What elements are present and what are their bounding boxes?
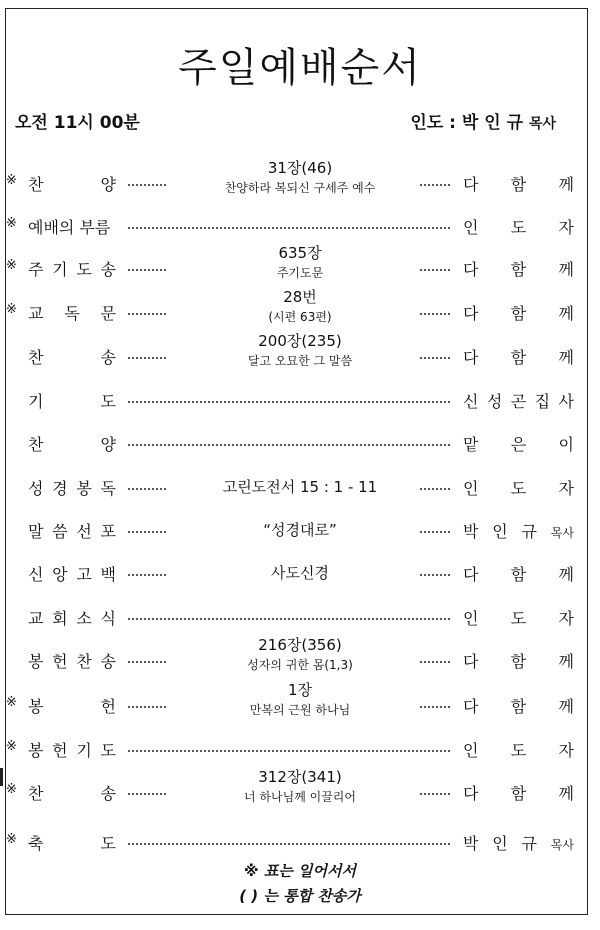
leader-dots [128,661,166,663]
label-char: 주 [28,260,44,279]
hymn-title: 주기도문 [276,266,324,280]
hymn-title: 너 하나님께 이끌리어 [244,790,356,804]
order-item-participant [463,215,574,238]
leader-dots [128,401,450,403]
leader-dots [128,357,166,359]
label-char: 봉 [28,697,44,716]
leader-dots [128,184,166,186]
order-item-label [28,172,116,195]
leader-dots [128,793,166,795]
detail-text: “성경대로” [263,521,337,539]
label-char: 앙 [52,565,68,584]
label-char: 헌 [100,697,116,716]
order-item-participant [463,345,574,368]
label-char: 송 [100,784,116,803]
footer-note-hymnal: ( ) 는 통합 찬송가 [239,887,361,905]
participant-char: 다 [463,565,479,584]
participant-char: 다 [463,652,479,671]
standing-mark: ※ [6,216,17,231]
hymn-number: 1장 [287,681,313,699]
participant-char: 함 [510,652,527,671]
order-item-detail [180,519,420,540]
standing-mark: ※ [6,302,17,317]
label-char: 기 [52,260,68,279]
label-char: 독 [100,479,116,498]
participant-title: 목사 [550,838,574,852]
order-item-label [28,476,116,499]
order-item-detail [180,242,420,281]
participant-char: 다 [463,260,479,279]
label-char: 기 [76,741,92,760]
participant-char: 도 [510,479,527,498]
order-item-participant [463,781,574,804]
participant-char: 께 [558,348,574,367]
order-item-label [28,519,116,542]
standing-mark: ※ [6,173,17,188]
participant-char: 다 [463,304,479,323]
participant-char: 규 [521,522,537,541]
participant-title: 목사 [550,526,574,540]
label-char: 축 [28,834,44,853]
order-item-participant [463,694,574,717]
leader-dots [128,269,166,271]
participant-char: 다 [463,348,479,367]
participant-char: 인 [463,609,479,628]
leader-dots [128,444,450,446]
label-char: 씀 [52,522,68,541]
label-char: 독 [64,304,80,323]
participant-char: 인 [492,522,508,541]
order-item-label [28,345,116,368]
order-item-label [28,781,116,804]
participant-char: 께 [558,565,574,584]
label-char: 예배의 부름 [28,218,111,237]
leader-dots [128,750,450,752]
label-char: 송 [100,260,116,279]
leader-dots [128,618,450,620]
participant-char: 은 [510,435,527,454]
order-item-participant [463,432,574,455]
order-item-detail [180,679,420,718]
standing-mark: ※ [6,695,17,710]
order-item-participant [463,606,574,629]
label-char: 경 [52,479,68,498]
standing-mark: ※ [6,258,17,273]
label-char: 봉 [28,652,44,671]
leader-dots [420,661,450,663]
label-char: 백 [100,565,116,584]
label-char: 교 [28,304,44,323]
order-item-label [28,738,116,761]
label-char: 식 [100,609,116,628]
participant-char: 께 [558,697,574,716]
label-char: 송 [100,348,116,367]
label-char: 찬 [28,348,44,367]
order-item-detail [180,634,420,673]
participant-char: 함 [510,304,527,323]
label-char: 송 [100,652,116,671]
order-item-label [28,301,116,324]
label-char: 고 [76,565,92,584]
participant-char: 께 [558,784,574,803]
hymn-number: 31장(46) [267,159,333,177]
participant-char: 함 [510,784,527,803]
label-char: 교 [28,609,44,628]
participant-char: 인 [463,741,479,760]
hymn-number: 28번 [283,288,317,306]
order-item-participant [463,476,574,499]
page-title: 주일예배순서 [178,45,422,91]
label-char: 도 [76,260,92,279]
label-char: 성 [28,479,44,498]
leader-dots [420,574,450,576]
label-char: 도 [100,741,116,760]
order-item-detail [180,476,420,497]
participant-char: 께 [558,304,574,323]
participant-char: 함 [510,697,527,716]
order-item-label [28,215,116,238]
hymn-number: 200장(235) [258,332,342,350]
participant-char: 인 [463,218,479,237]
participant-char: 다 [463,175,479,194]
participant-char: 이 [558,435,574,454]
participant-char: 곤 [510,392,527,411]
order-item-participant [463,562,574,585]
order-item-participant [463,649,574,672]
label-char: 헌 [52,652,68,671]
leader-dots [128,531,166,533]
hymn-title: 달고 오묘한 그 말씀 [247,354,353,368]
leader-dots [420,488,450,490]
order-item-participant [463,389,574,412]
service-leader [410,108,556,133]
label-char: 포 [100,522,116,541]
leader-dots [128,574,166,576]
leader-dots [420,269,450,271]
participant-char: 다 [463,697,479,716]
hymn-title: 만복의 근원 하나님 [249,703,351,717]
order-item-participant [463,738,574,761]
leader-dots [420,793,450,795]
hymn-number: 635장 [278,244,322,262]
order-item-label [28,562,116,585]
order-item-label [28,694,116,717]
leader-dots [128,488,166,490]
order-item-label [28,831,116,854]
participant-char: 신 [463,392,479,411]
label-char: 신 [28,565,44,584]
label-char: 선 [76,522,92,541]
detail-text: 고린도전서 15 : 1 - 11 [222,478,378,496]
order-item-participant [463,257,574,280]
leader-dots [420,531,450,533]
order-item-detail [180,562,420,583]
label-char: 양 [100,435,116,454]
label-char: 찬 [28,175,44,194]
order-item-detail [180,330,420,369]
participant-char: 께 [558,175,574,194]
participant-char: 함 [510,260,527,279]
participant-char: 도 [510,741,527,760]
label-char: 회 [52,609,68,628]
participant-char: 도 [510,609,527,628]
label-char: 말 [28,522,44,541]
edge-mark [0,768,3,786]
order-item-label [28,432,116,455]
participant-char: 자 [558,479,574,498]
leader-dots [128,843,450,845]
order-item-participant [463,519,574,542]
participant-char: 함 [510,175,527,194]
participant-char: 박 [463,834,479,853]
participant-char: 사 [558,392,574,411]
participant-char: 집 [534,392,551,411]
participant-char: 자 [558,609,574,628]
label-char: 기 [28,392,44,411]
leader-dots [420,184,450,186]
hymn-title: (시편 63편) [268,310,332,324]
participant-char: 맡 [463,435,479,454]
hymn-title: 찬양하라 복되신 구세주 예수 [224,181,376,195]
label-char: 문 [100,304,116,323]
footer-note-standing: ※ 표는 일어서서 [244,862,356,880]
participant-char: 함 [510,565,527,584]
label-char: 헌 [52,741,68,760]
service-time: 오전 11시 00분 [15,113,140,133]
order-item-label [28,649,116,672]
label-char: 도 [100,392,116,411]
order-item-detail [180,157,420,196]
leader-dots [420,357,450,359]
participant-char: 인 [492,834,508,853]
participant-char: 성 [486,392,503,411]
participant-char: 자 [558,741,574,760]
participant-char: 께 [558,652,574,671]
detail-text: 사도신경 [271,564,329,582]
hymn-number: 312장(341) [258,768,342,786]
order-item-detail [180,286,420,325]
leader-title: 목사 [528,116,556,132]
label-char: 찬 [28,784,44,803]
participant-char: 인 [463,479,479,498]
label-char: 양 [100,175,116,194]
standing-mark: ※ [6,782,17,797]
order-item-label [28,257,116,280]
label-char: 도 [100,834,116,853]
leader-dots [128,313,166,315]
participant-char: 도 [510,218,527,237]
label-char: 소 [76,609,92,628]
label-char: 봉 [28,741,44,760]
hymn-number: 216장(356) [258,636,342,654]
label-char: 찬 [76,652,92,671]
leader-dots [128,227,450,229]
hymn-title: 성자의 귀한 몸(1,3) [247,658,353,672]
order-item-detail [180,766,420,805]
order-item-participant [463,831,574,854]
participant-char: 함 [510,348,527,367]
participant-char: 박 [463,522,479,541]
standing-mark: ※ [6,739,17,754]
participant-char: 규 [521,834,537,853]
order-item-label [28,389,116,412]
leader-name: 인도 : 박 인 규 [410,113,524,133]
leader-dots [420,313,450,315]
label-char: 봉 [76,479,92,498]
label-char: 찬 [28,435,44,454]
standing-mark: ※ [6,832,17,847]
leader-dots [128,706,166,708]
participant-char: 다 [463,784,479,803]
order-item-participant [463,172,574,195]
order-item-label [28,606,116,629]
order-item-participant [463,301,574,324]
participant-char: 자 [558,218,574,237]
leader-dots [420,706,450,708]
participant-char: 께 [558,260,574,279]
